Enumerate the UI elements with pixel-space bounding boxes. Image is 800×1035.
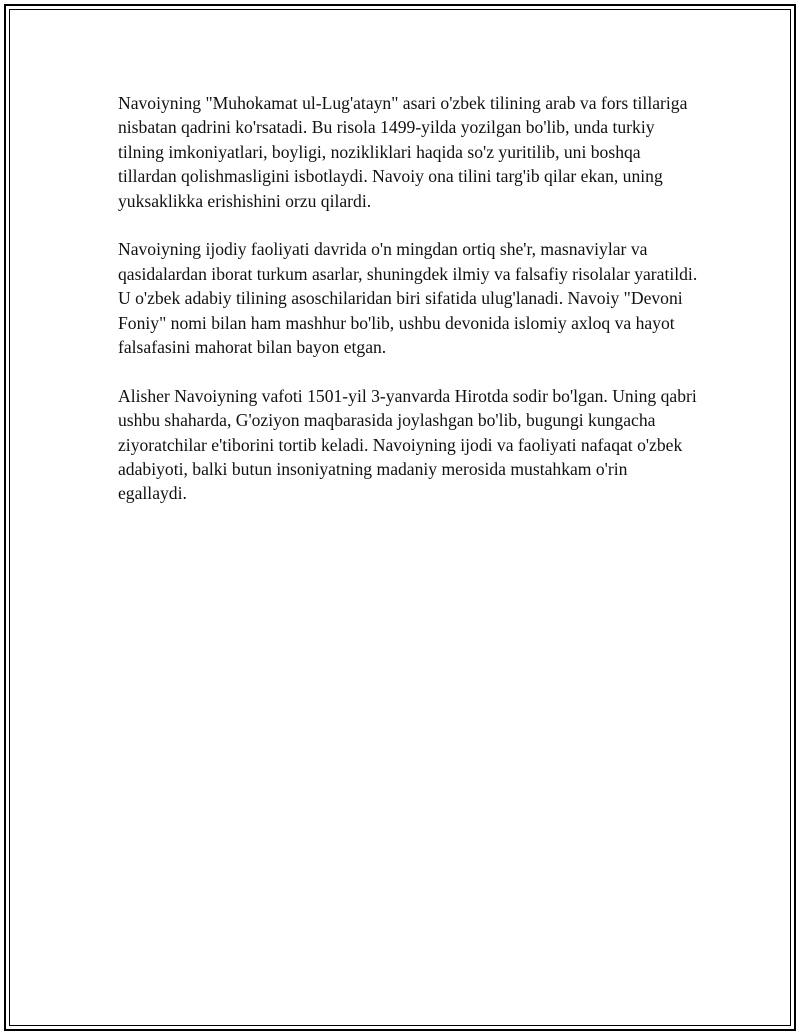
paragraph-muhokamat: Navoiyning "Muhokamat ul-Lug'atayn" asari o'zbek tilining arab va fors tillariga nisbatan qadrini ko'rsatadi. Bu risola 1499-yilda yozilgan bo'lib, unda turkiy tilning imkoniyatlari, boyligi, nozikliklari haqida so'z yuritilib, uni boshqa tillardan qolishmasligini isbotlaydi. Navoiy ona tilini targ'ib qilar ekan, uning yuksaklikka erishishini orzu qilardi. [118, 93, 688, 211]
paragraph-vafoti: Alisher Navoiyning vafoti 1501-yil 3-yanvarda Hirotda sodir bo'lgan. Uning qabri ushbu shaharda, G'oziyon maqbarasida joylashgan bo'lib, bugungi kungacha ziyoratchilar e'tiborini tortib keladi. Navoiyning ijodi va faoliyati nafaqat o'zbek adabiyoti, balki butun insoniyatning madaniy merosida mustahkam o'rin egallaydi. [118, 385, 697, 504]
document-body [118, 91, 698, 530]
paragraph-ijodiy-faoliyat: Navoiyning ijodiy faoliyati davrida o'n mingdan ortiq she'r, masnaviylar va qasidalardan iborat turkum asarlar, shuningdek ilmiy va falsafiy risolalar yaratildi. U o'zbek adabiy tilining asoschilaridan biri sifatida ulug'lanadi. Navoiy "Devoni Foniy" nomi bilan ham mashhur bo'lib, ushbu devonida islomiy axloq va hayot falsafasini mahorat bilan bayon etgan. [118, 239, 698, 358]
